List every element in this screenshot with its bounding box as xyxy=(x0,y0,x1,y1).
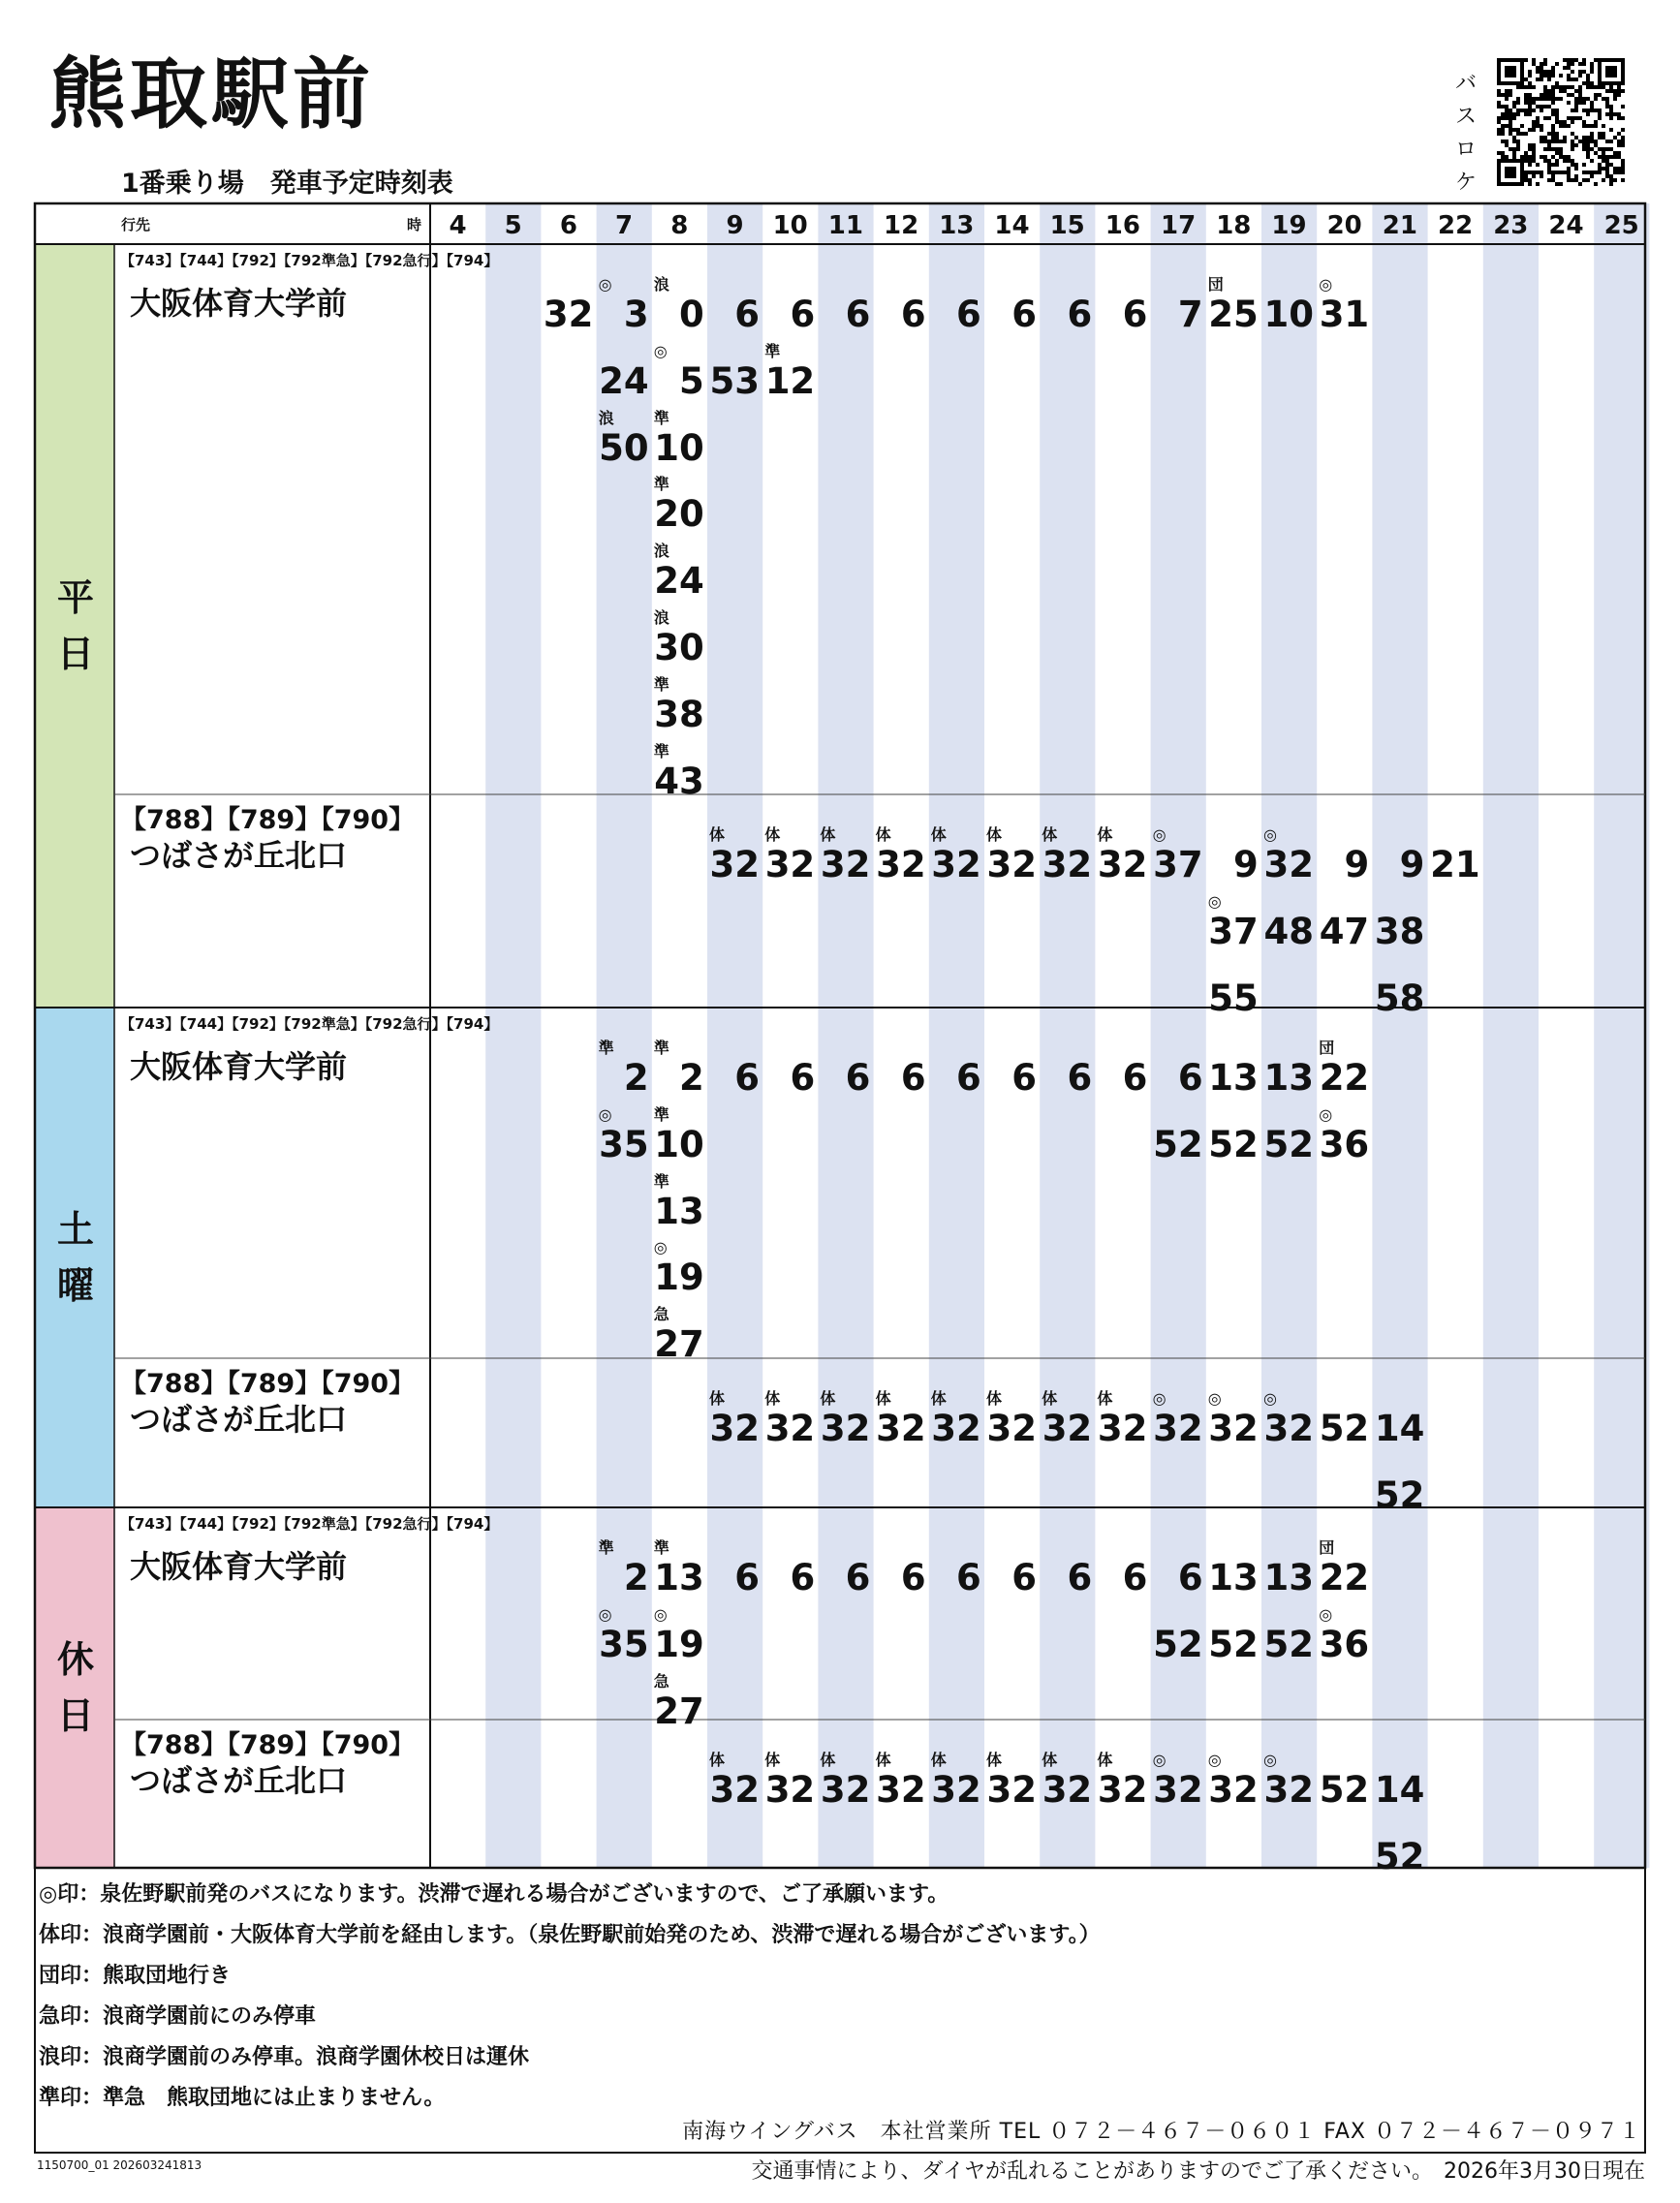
departure-minute[interactable]: 20 xyxy=(654,493,704,536)
route-numbers: 【743】【744】【792】【792準急】【792急行】【794】 xyxy=(120,1015,499,1033)
departure-minute[interactable]: 32 xyxy=(1097,844,1148,885)
departure-minute[interactable]: 36 xyxy=(1319,1123,1370,1165)
destination-name: つばさが丘北口 xyxy=(130,1762,348,1799)
day-label-char: 日 xyxy=(56,633,94,675)
hour-label: 4 xyxy=(449,211,467,240)
departure-minute[interactable]: 27 xyxy=(654,1690,704,1732)
route-numbers: 【788】【789】【790】 xyxy=(120,805,416,835)
legend-notes xyxy=(39,1875,1101,2119)
departure-minute[interactable]: 19 xyxy=(654,1623,704,1665)
destination-name: つばさが丘北口 xyxy=(130,837,348,874)
departure-minute[interactable]: 53 xyxy=(709,359,760,402)
departure-minute[interactable]: 52 xyxy=(1374,1474,1425,1516)
hour-label: 23 xyxy=(1493,211,1529,240)
departure-minute[interactable]: 6 xyxy=(734,294,760,335)
departure-minute[interactable]: 32 xyxy=(876,1769,926,1811)
departure-minute[interactable]: 32 xyxy=(820,1769,871,1811)
service-mark: 準 xyxy=(653,1171,669,1191)
service-mark: 体 xyxy=(875,1389,891,1408)
day-label xyxy=(36,1201,115,1314)
service-mark: ◎ xyxy=(1207,891,1222,911)
departure-minute[interactable]: 38 xyxy=(1374,910,1425,952)
hour-label: 17 xyxy=(1161,211,1197,240)
service-mark: 体 xyxy=(986,1389,1003,1408)
hour-column-stripe xyxy=(707,203,762,1868)
service-mark: 体 xyxy=(875,1751,891,1769)
service-mark: ◎ xyxy=(1319,1604,1333,1624)
legend-note: 浪印：浪商学園前のみ停車。浪商学園休校日は運休 xyxy=(39,2045,530,2069)
hour-label: 25 xyxy=(1603,211,1639,240)
departure-minute[interactable]: 32 xyxy=(931,1408,981,1449)
departure-minute[interactable]: 6 xyxy=(790,294,816,335)
departure-minute[interactable]: 32 xyxy=(709,1769,760,1811)
service-mark: ◎ xyxy=(1207,1751,1222,1769)
departure-minute[interactable]: 6 xyxy=(1122,294,1148,335)
service-mark: 体 xyxy=(764,1389,781,1408)
service-mark: 体 xyxy=(820,1751,836,1769)
departure-minute[interactable]: 2 xyxy=(623,1057,649,1099)
departure-minute[interactable]: 52 xyxy=(1319,1769,1370,1811)
departure-minute[interactable]: 32 xyxy=(1042,1769,1093,1811)
destination-name: 大阪体育大学前 xyxy=(130,285,348,322)
hour-label: 21 xyxy=(1382,211,1417,240)
route-numbers: 【743】【744】【792】【792準急】【792急行】【794】 xyxy=(120,1515,499,1533)
departure-minute[interactable]: 6 xyxy=(845,294,871,335)
day-label-char: 休 xyxy=(56,1638,94,1681)
hour-label: 24 xyxy=(1548,211,1584,240)
hour-column-stripe xyxy=(1372,203,1427,1868)
stop-name: 熊取駅前 xyxy=(48,49,374,140)
departure-minute[interactable]: 6 xyxy=(900,1557,926,1598)
service-mark: 体 xyxy=(1097,1751,1113,1769)
departure-minute[interactable]: 5 xyxy=(679,359,704,402)
hour-label: 19 xyxy=(1271,211,1307,240)
service-mark: 体 xyxy=(875,825,891,844)
departure-minute[interactable]: 13 xyxy=(654,1557,704,1598)
service-mark: ◎ xyxy=(598,275,612,294)
service-mark: 体 xyxy=(986,1751,1003,1769)
departure-minute[interactable]: 6 xyxy=(845,1057,871,1099)
departure-minute[interactable]: 9 xyxy=(1344,844,1370,885)
service-mark: 準 xyxy=(653,674,669,694)
departure-minute[interactable]: 6 xyxy=(1122,1057,1148,1099)
departure-minute[interactable]: 10 xyxy=(654,1123,704,1165)
service-mark: ◎ xyxy=(1263,1751,1277,1769)
departure-minute[interactable]: 14 xyxy=(1374,1769,1425,1811)
departure-minute[interactable]: 52 xyxy=(1153,1623,1203,1665)
service-mark: 急 xyxy=(653,1671,669,1691)
day-label xyxy=(36,1631,115,1744)
hour-column-stripe xyxy=(818,203,873,1868)
hour-header: 時 xyxy=(407,216,422,233)
service-mark: 準 xyxy=(653,408,669,427)
legend-note: 団印：熊取団地行き xyxy=(39,1964,232,1988)
service-mark: 体 xyxy=(986,825,1003,844)
departure-minute[interactable]: 58 xyxy=(1374,977,1425,1019)
route-numbers: 【788】【789】【790】 xyxy=(120,1730,416,1760)
service-mark: ◎ xyxy=(1152,825,1167,844)
hour-label: 22 xyxy=(1438,211,1474,240)
departure-minute[interactable]: 6 xyxy=(1011,1057,1037,1099)
departure-minute[interactable]: 24 xyxy=(599,359,649,402)
service-mark: 浪 xyxy=(598,408,614,427)
company-info: 南海ウイングバス 本社営業所 TEL ０７２－４６７－０６０１ FAX ０７２－４６７－０９７１ xyxy=(682,2120,1641,2144)
departure-minute[interactable]: 30 xyxy=(654,627,704,668)
departure-minute[interactable]: 52 xyxy=(1374,1835,1425,1877)
service-mark: ◎ xyxy=(653,1604,668,1624)
service-mark: 急 xyxy=(653,1305,669,1324)
departure-minute[interactable]: 6 xyxy=(900,1057,926,1099)
service-mark: ◎ xyxy=(1319,1104,1333,1124)
departure-minute[interactable]: 32 xyxy=(709,844,760,885)
destination-name: 大阪体育大学前 xyxy=(130,1048,348,1085)
qr-label-char: ケ xyxy=(1454,171,1477,195)
departure-minute[interactable]: 6 xyxy=(734,1057,760,1099)
departure-minute[interactable]: 6 xyxy=(1177,1557,1203,1598)
departure-minute[interactable]: 32 xyxy=(543,294,594,335)
service-mark: ◎ xyxy=(598,1604,612,1624)
hour-column-stripe xyxy=(1151,203,1206,1868)
hour-label: 9 xyxy=(726,211,744,240)
departure-minute[interactable]: 13 xyxy=(1263,1057,1314,1099)
departure-minute[interactable]: 31 xyxy=(1319,294,1370,335)
departure-minute[interactable]: 32 xyxy=(1208,1769,1259,1811)
departure-minute[interactable]: 52 xyxy=(1208,1623,1259,1665)
departure-minute[interactable]: 32 xyxy=(1042,1408,1093,1449)
departure-minute[interactable]: 32 xyxy=(986,1769,1037,1811)
service-mark: 体 xyxy=(709,1751,726,1769)
service-mark: ◎ xyxy=(598,1104,612,1124)
departure-minute[interactable]: 6 xyxy=(1177,1057,1203,1099)
service-mark: 体 xyxy=(1042,1751,1058,1769)
departure-minute[interactable]: 32 xyxy=(764,1769,816,1811)
departure-minute[interactable]: 37 xyxy=(1208,910,1259,952)
footer-note: 交通事情により、ダイヤが乱れることがありますのでご了承ください。 2026年3月30日現在 xyxy=(751,2159,1645,2184)
legend-note: 体印：浪商学園前・大阪体育大学前を経由します。（泉佐野駅前始発のため、渋滞で遅れる場合がございます。） xyxy=(39,1923,1101,1947)
day-label-char: 平 xyxy=(56,576,94,619)
departure-minute[interactable]: 6 xyxy=(790,1557,816,1598)
hour-label: 15 xyxy=(1049,211,1085,240)
service-mark: ◎ xyxy=(653,341,668,360)
qr-label-char: ス xyxy=(1454,105,1477,129)
departure-minute[interactable]: 0 xyxy=(679,294,704,335)
departure-minute[interactable]: 32 xyxy=(876,1408,926,1449)
service-mark: 浪 xyxy=(653,542,669,561)
service-mark: 体 xyxy=(820,1389,836,1408)
departure-minute[interactable]: 6 xyxy=(1067,1057,1093,1099)
departure-minute[interactable]: 6 xyxy=(845,1557,871,1598)
departure-minute[interactable]: 6 xyxy=(900,294,926,335)
service-mark: ◎ xyxy=(653,1238,668,1257)
departure-minute[interactable]: 32 xyxy=(820,844,871,885)
service-mark: 体 xyxy=(820,825,836,844)
departure-minute[interactable]: 2 xyxy=(679,1057,704,1099)
departure-minute[interactable]: 36 xyxy=(1319,1623,1370,1665)
service-mark: ◎ xyxy=(1207,1389,1222,1408)
service-mark: ◎ xyxy=(1263,1389,1277,1408)
departure-minute[interactable]: 2 xyxy=(623,1557,649,1598)
departure-minute[interactable]: 13 xyxy=(654,1190,704,1232)
service-mark: 体 xyxy=(709,1389,726,1408)
departure-minute[interactable]: 6 xyxy=(1011,1557,1037,1598)
hour-column-stripe xyxy=(929,203,984,1868)
departure-minute[interactable]: 32 xyxy=(1153,1769,1203,1811)
service-mark: 体 xyxy=(1097,1389,1113,1408)
day-label-char: 曜 xyxy=(56,1264,94,1307)
service-mark: 準 xyxy=(653,1104,669,1124)
hour-column-stripe xyxy=(485,203,541,1868)
hour-label: 14 xyxy=(994,211,1030,240)
departure-minute[interactable]: 52 xyxy=(1153,1123,1203,1165)
departure-minute[interactable]: 10 xyxy=(1263,294,1314,335)
departure-minute[interactable]: 32 xyxy=(876,844,926,885)
qr-label-char: バ xyxy=(1454,72,1477,96)
departure-minute[interactable]: 32 xyxy=(931,844,981,885)
departure-minute[interactable]: 35 xyxy=(599,1623,649,1665)
departure-minute[interactable]: 38 xyxy=(654,693,704,735)
service-mark: 準 xyxy=(653,741,669,760)
departure-minute[interactable]: 32 xyxy=(1097,1408,1148,1449)
departure-minute[interactable]: 6 xyxy=(956,1557,981,1598)
day-label xyxy=(36,570,115,682)
service-mark: ◎ xyxy=(1152,1751,1167,1769)
departure-minute[interactable]: 32 xyxy=(764,1408,816,1449)
service-mark: 体 xyxy=(1042,825,1058,844)
departure-minute[interactable]: 6 xyxy=(956,1057,981,1099)
service-mark: 体 xyxy=(1042,1389,1058,1408)
departure-minute[interactable]: 32 xyxy=(986,844,1037,885)
service-mark: 浪 xyxy=(653,608,669,627)
departure-minute[interactable]: 10 xyxy=(654,426,704,469)
service-mark: 体 xyxy=(764,1751,781,1769)
service-mark: 体 xyxy=(1097,825,1113,844)
departure-minute[interactable]: 52 xyxy=(1263,1123,1314,1165)
hour-label: 10 xyxy=(772,211,808,240)
departure-minute[interactable]: 21 xyxy=(1430,844,1480,885)
departure-minute[interactable]: 52 xyxy=(1208,1123,1259,1165)
departure-minute[interactable]: 32 xyxy=(764,844,816,885)
hour-label: 8 xyxy=(670,211,689,240)
hour-label: 6 xyxy=(559,211,577,240)
service-mark: 準 xyxy=(653,1039,669,1057)
hour-label: 7 xyxy=(615,211,634,240)
legend-note: ◎印：泉佐野駅前発のバスになります。渋滞で遅れる場合がございますので、ご了承願います。 xyxy=(39,1882,949,1907)
departure-minute[interactable]: 35 xyxy=(599,1123,649,1165)
departure-minute[interactable]: 32 xyxy=(1153,1408,1203,1449)
departure-minute[interactable]: 22 xyxy=(1319,1057,1370,1099)
departure-minute[interactable]: 27 xyxy=(654,1323,704,1366)
departure-minute[interactable]: 24 xyxy=(654,560,704,603)
day-label-char: 日 xyxy=(56,1694,94,1737)
departure-minute[interactable]: 6 xyxy=(956,294,981,335)
hour-column-stripe xyxy=(1261,203,1317,1868)
service-mark: ◎ xyxy=(1152,1389,1167,1408)
day-label-char: 土 xyxy=(56,1208,94,1251)
service-mark: 準 xyxy=(653,1538,669,1557)
service-mark: 体 xyxy=(930,825,947,844)
route-numbers: 【788】【789】【790】 xyxy=(120,1369,416,1399)
page-subtitle: 1番乗り場 発車予定時刻表 xyxy=(121,169,453,199)
departure-minute[interactable]: 32 xyxy=(931,1769,981,1811)
departure-minute[interactable]: 32 xyxy=(820,1408,871,1449)
departure-minute[interactable]: 32 xyxy=(709,1408,760,1449)
service-mark: 体 xyxy=(930,1389,947,1408)
service-mark: 準 xyxy=(598,1039,614,1057)
departure-minute[interactable]: 52 xyxy=(1263,1623,1314,1665)
departure-minute[interactable]: 37 xyxy=(1153,844,1203,885)
departure-minute[interactable]: 7 xyxy=(1177,294,1203,335)
departure-minute[interactable]: 32 xyxy=(1263,844,1314,885)
service-mark: ◎ xyxy=(1263,825,1277,844)
legend-note: 準印：準急 熊取団地には止まりません。 xyxy=(39,2086,446,2110)
departure-minute[interactable]: 12 xyxy=(764,359,816,402)
destination-name: つばさが丘北口 xyxy=(130,1401,348,1438)
departure-minute[interactable]: 55 xyxy=(1208,977,1259,1019)
service-mark: 準 xyxy=(598,1538,614,1557)
hour-label: 16 xyxy=(1104,211,1140,240)
departure-minute[interactable]: 32 xyxy=(1263,1408,1314,1449)
departure-minute[interactable]: 19 xyxy=(654,1257,704,1299)
hour-label: 20 xyxy=(1326,211,1362,240)
departure-minute[interactable]: 43 xyxy=(654,760,704,802)
departure-minute[interactable]: 32 xyxy=(1263,1769,1314,1811)
service-mark: ◎ xyxy=(1319,275,1333,294)
service-mark: 体 xyxy=(930,1751,947,1769)
qr-label-char: ロ xyxy=(1454,138,1477,162)
departure-minute[interactable]: 13 xyxy=(1208,1057,1259,1099)
departure-minute[interactable]: 32 xyxy=(1097,1769,1148,1811)
departure-minute[interactable]: 14 xyxy=(1374,1408,1425,1449)
legend-note: 急印：浪商学園前にのみ停車 xyxy=(39,2004,317,2029)
hour-label: 18 xyxy=(1216,211,1252,240)
departure-minute[interactable]: 6 xyxy=(734,1557,760,1598)
service-mark: 準 xyxy=(653,475,669,494)
dest-header: 行先 xyxy=(121,216,151,233)
route-numbers: 【743】【744】【792】【792準急】【792急行】【794】 xyxy=(120,252,499,269)
departure-minute[interactable]: 9 xyxy=(1233,844,1259,885)
departure-minute[interactable]: 47 xyxy=(1319,910,1370,952)
service-mark: 団 xyxy=(1207,275,1224,294)
service-mark: 団 xyxy=(1319,1039,1335,1057)
departure-minute[interactable]: 6 xyxy=(1122,1557,1148,1598)
departure-minute[interactable]: 25 xyxy=(1208,294,1259,335)
hour-column-stripe xyxy=(1483,203,1539,1868)
service-mark: 準 xyxy=(764,341,781,360)
departure-minute[interactable]: 13 xyxy=(1208,1557,1259,1598)
departure-minute[interactable]: 3 xyxy=(623,294,649,335)
hour-label: 12 xyxy=(884,211,919,240)
departure-minute[interactable]: 50 xyxy=(599,426,649,469)
departure-minute[interactable]: 6 xyxy=(1067,1557,1093,1598)
departure-minute[interactable]: 52 xyxy=(1319,1408,1370,1449)
hour-column-stripe xyxy=(1594,203,1649,1868)
hour-column-stripe xyxy=(1040,203,1095,1868)
service-mark: 団 xyxy=(1319,1538,1335,1557)
departure-minute[interactable]: 48 xyxy=(1263,910,1314,952)
service-mark: 浪 xyxy=(653,275,669,294)
departure-minute[interactable]: 32 xyxy=(1208,1408,1259,1449)
departure-minute[interactable]: 22 xyxy=(1319,1557,1370,1598)
departure-minute[interactable]: 9 xyxy=(1399,844,1425,885)
departure-minute[interactable]: 6 xyxy=(1011,294,1037,335)
hour-label: 5 xyxy=(504,211,522,240)
hour-label: 11 xyxy=(827,211,863,240)
departure-minute[interactable]: 6 xyxy=(1067,294,1093,335)
hour-label: 13 xyxy=(939,211,975,240)
departure-minute[interactable]: 6 xyxy=(790,1057,816,1099)
document-id: 1150700_01 202603241813 xyxy=(37,2158,202,2172)
departure-minute[interactable]: 32 xyxy=(1042,844,1093,885)
service-mark: 体 xyxy=(764,825,781,844)
destination-name: 大阪体育大学前 xyxy=(130,1548,348,1585)
service-mark: 体 xyxy=(709,825,726,844)
departure-minute[interactable]: 13 xyxy=(1263,1557,1314,1598)
departure-minute[interactable]: 32 xyxy=(986,1408,1037,1449)
